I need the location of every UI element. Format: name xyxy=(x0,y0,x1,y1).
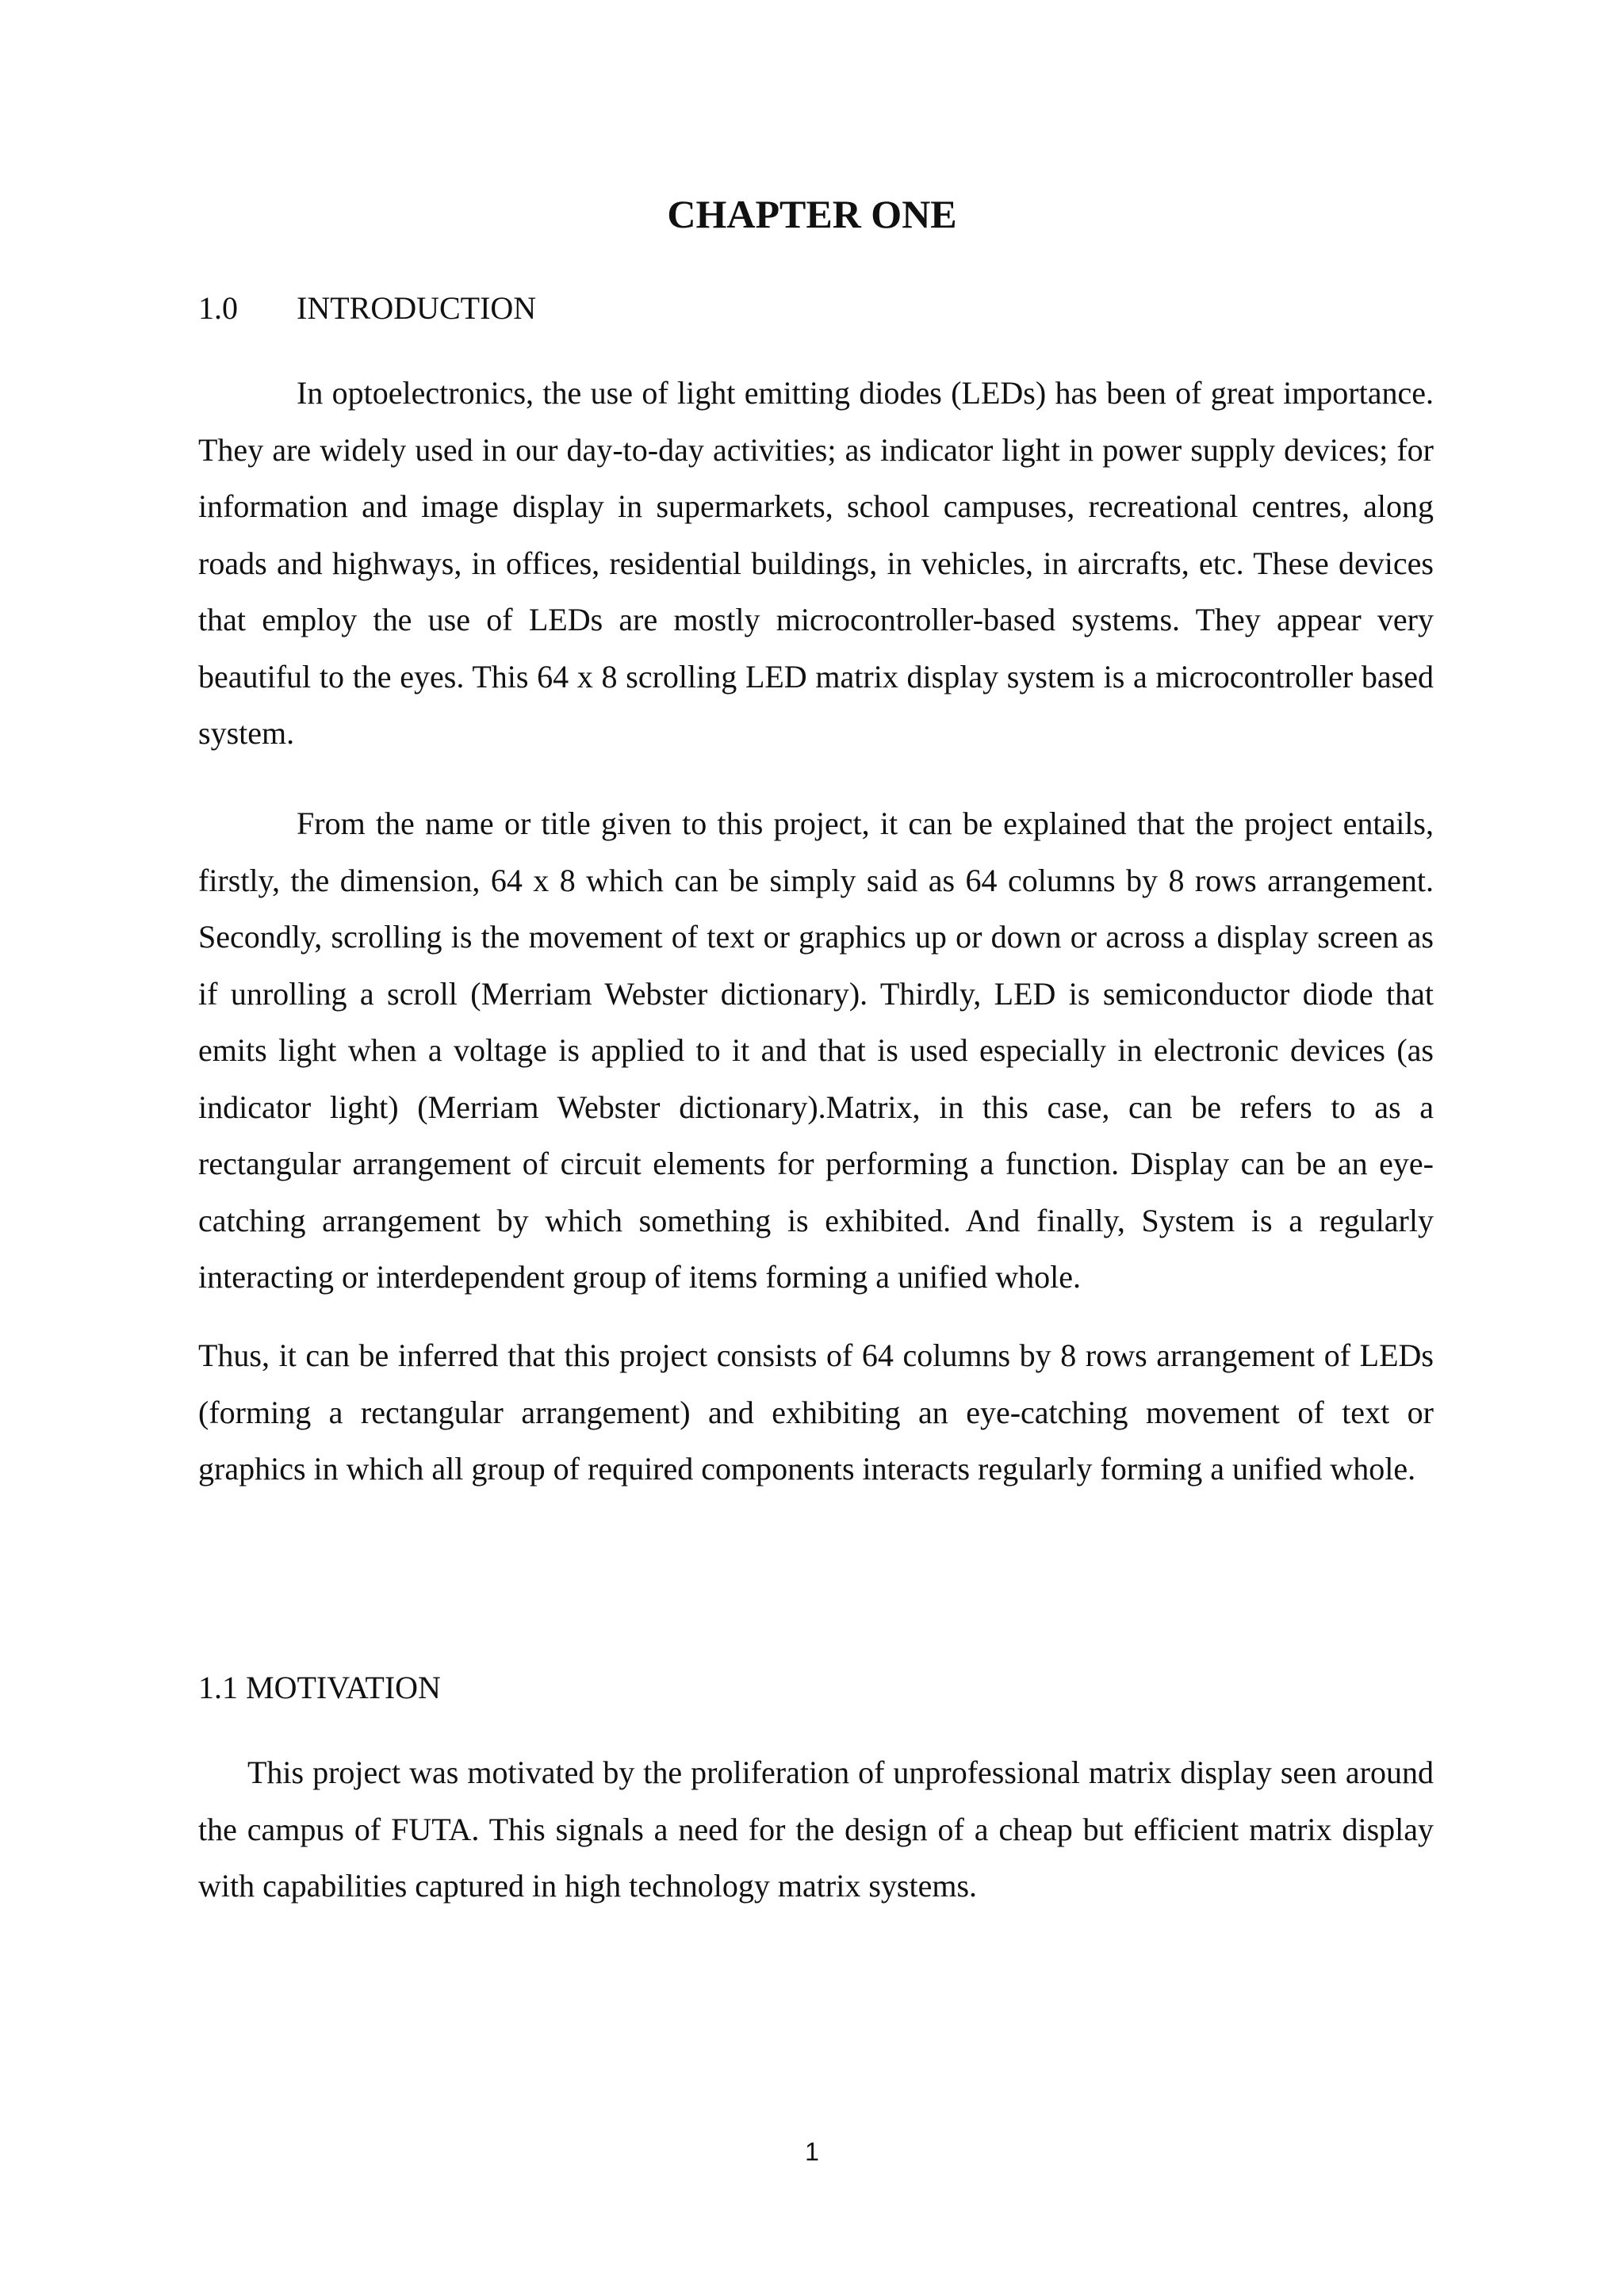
section-title: MOTIVATION xyxy=(246,1670,441,1705)
paragraph-motivation-1: This project was motivated by the proliferation of unprofessional matrix display seen around the campus of FUTA. This signals a need for the design of a cheap but efficient matrix display with capabilities captured in high technology matrix systems. xyxy=(198,1755,1434,1904)
section-title: INTRODUCTION xyxy=(297,290,537,326)
section-number: 1.0 xyxy=(198,290,238,326)
section-number: 1.1 xyxy=(198,1670,238,1705)
section-heading-introduction xyxy=(198,289,536,328)
chapter-title: CHAPTER ONE xyxy=(667,192,957,236)
section-heading-motivation xyxy=(198,1668,441,1708)
paragraph-introduction-1: In optoelectronics, the use of light emitting diodes (LEDs) has been of great importance. They are widely used in our day-to-day activities; as indicator light in power supply devices; for information and image display in supermarkets, school campuses, recreational centres, along roads and highways, in offices, residential buildings, in vehicles, in aircrafts, etc. These devices that employ the use of LEDs are mostly microcontroller-based systems. They appear very beautiful to the eyes. This 64 x 8 scrolling LED matrix display system is a microcontroller based system. xyxy=(198,375,1434,751)
paragraph-introduction-2: From the name or title given to this project, it can be explained that the project entails, firstly, the dimension, 64 x 8 which can be simply said as 64 columns by 8 rows arrangement. Secondly, scrolling is the movement of text or graphics up or down or across a display screen as if unrolling a scroll (Merriam Webster dictionary). Thirdly, LED is semiconductor diode that emits light when a voltage is applied to it and that is used especially in electronic devices (as indicator light) (Merriam Webster dictionary).Matrix, in this case, can be refers to as a rectangular arrangement of circuit elements for performing a function. Display can be an eye-catching arrangement by which something is exhibited. And finally, System is a regularly interacting or interdependent group of items forming a unified whole. xyxy=(198,806,1434,1295)
page-number: 1 xyxy=(805,2137,819,2166)
paragraph-introduction-3: Thus, it can be inferred that this project consists of 64 columns by 8 rows arrangement of LEDs (forming a rectangular arrangement) and exhibiting an eye-catching movement of text or graphics in which all group of required components interacts regularly forming a unified whole. xyxy=(198,1337,1434,1487)
